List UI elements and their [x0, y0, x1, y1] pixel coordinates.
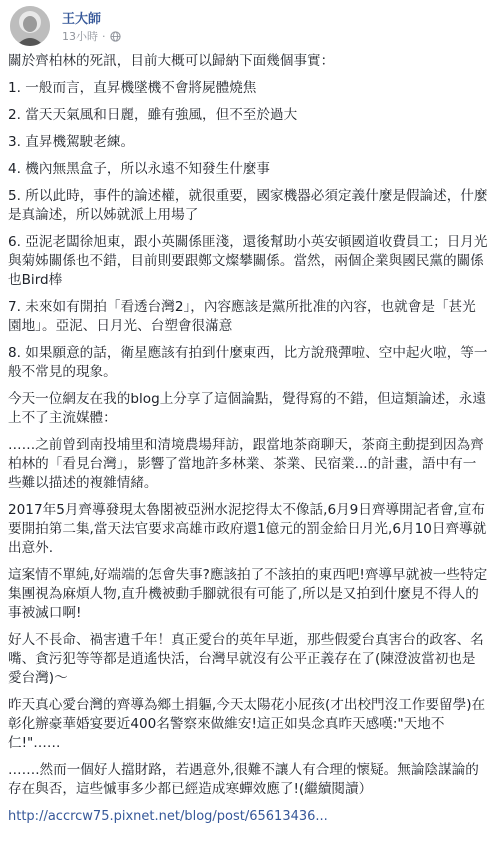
post-paragraph: 2. 當天天氣風和日麗，雖有強風，但不至於過大	[8, 107, 298, 123]
author-avatar[interactable]	[10, 6, 50, 46]
post-paragraph: 關於齊柏林的死訊，目前大概可以歸納下面幾個事實：	[8, 53, 335, 69]
post-paragraph: 1. 一般而言，直昇機墜機不會將屍體燒焦	[8, 80, 257, 96]
post-paragraph: 8. 如果願意的話，衛星應該有拍到什麼東西，比方說飛彈啦、空中起火啦，等一般不常見的現象。	[8, 345, 488, 380]
blog-link[interactable]: http://accrcw75.pixnet.net/blog/post/65613436...	[8, 809, 328, 824]
post-paragraph: 2017年5月齊導發現太魯閣被亞洲水泥挖得太不像話,6月9日齊導開記者會,宣布要開拍第二集,當天法官要求高雄市政府還1億元的罰金給日月光,6月10日齊導就出意外.	[8, 502, 487, 556]
post-time[interactable]: 13小時	[62, 30, 98, 43]
post-paragraph: 5. 所以此時，事件的論述權，就很重要，國家機器必須定義什麼是假論述，什麼是真論述，所以姊就派上用場了	[8, 188, 488, 223]
post-body	[8, 52, 488, 834]
post-paragraph: 這案情不單純,好端端的怎會失事?應該拍了不該拍的東西吧!齊導早就被一些特定集團視為麻煩人物,直升機被動手腳就很有可能了,所以是又拍到什麼見不得人的事被滅口啊!	[8, 567, 488, 621]
post-meta	[62, 28, 121, 44]
globe-icon[interactable]	[110, 31, 121, 42]
post-paragraph: …….然而一個好人擋財路，若遇意外,很難不讓人有合理的懷疑。無論陰謀論的存在與否，這些慽事多少都已經造成寒蟬效應了!(繼續閱讀）	[8, 762, 479, 797]
meta-separator: ·	[102, 29, 106, 43]
post-paragraph: 今天一位網友在我的blog上分享了這個論點，覺得寫的不錯，但這類論述，永遠上不了主流媒體：	[8, 391, 486, 426]
author-name[interactable]: 王大師	[62, 12, 102, 27]
post-paragraph: 4. 機內無黑盒子，所以永遠不知發生什麼事	[8, 161, 270, 177]
avatar-portrait-icon	[10, 6, 50, 46]
post-paragraph: 6. 亞泥老闆徐旭東，跟小英關係匪淺，還後幫助小英安頓國道收費員工；日月光與菊姊關係也不錯，目前則要跟鄭文燦攀關係。當然，兩個企業與國民黨的關係也Bird棒	[8, 234, 488, 288]
post-paragraph: 3. 直昇機駕駛老練。	[8, 134, 135, 150]
post-paragraph: 7. 未來如有開拍「看透台灣2」，內容應該是黨所批准的內容，也就會是「甚光園地」。亞泥、日月光、台塑會很滿意	[8, 299, 476, 334]
post-paragraph: ……之前曾到南投埔里和清境農場拜訪，跟當地茶商聊天，茶商主動提到因為齊柏林的「看見台灣」，影響了當地許多林業、茶業、民宿業...的計畫，語中有一些難以描述的複雜情緒。	[8, 437, 484, 491]
post-paragraph: 好人不長命、禍害遺千年！真正愛台的英年早逝，那些假愛台真害台的政客、名嘴、貪污犯等等都是逍遙快活，台灣早就沒有公平正義存在了(陳澄波當初也是愛台灣)～	[8, 632, 484, 686]
post-header	[0, 0, 496, 50]
post-paragraph: 昨天真心愛台灣的齊導為鄉土捐軀,今天太陽花小屁孩(才出校門沒工作要留學)在彰化辦豪華婚宴要近400名警察來做維安!這正如吳念真昨天感嘆:"天地不仁!"……	[8, 697, 486, 751]
